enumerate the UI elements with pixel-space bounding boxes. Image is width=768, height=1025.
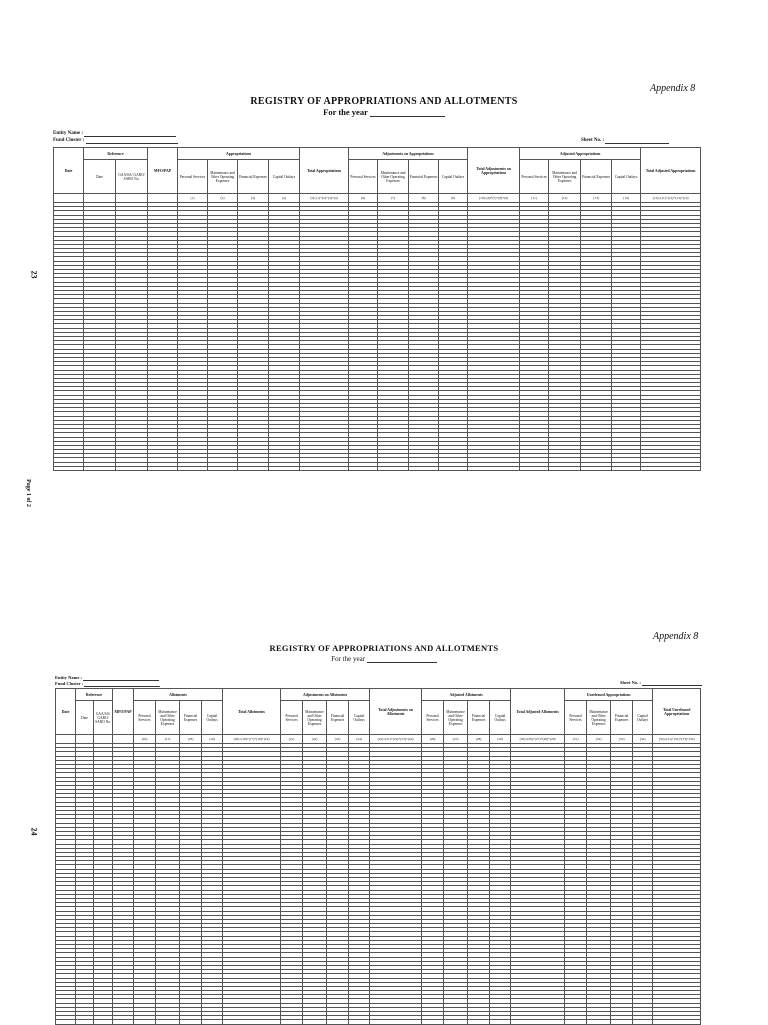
entry-cell[interactable] — [223, 1020, 281, 1024]
adjustments-header: Adjustments on Allotments — [281, 689, 370, 701]
unreleased-header: Unreleased Appropriations — [565, 689, 653, 701]
column-number: (2) — [208, 194, 238, 203]
mooe-header: Maintenance and Other Operating Expenses — [156, 701, 180, 735]
co-header: Capital Outlays — [612, 160, 641, 194]
appropriations-header: Appropriations — [178, 148, 300, 160]
date-header: Date — [54, 148, 84, 194]
ps-header: Personal Services — [134, 701, 156, 735]
page-of-label: Page 1 of 2 — [24, 479, 31, 507]
sheet-no-line — [620, 680, 702, 686]
ref-doc-header: GAA/SA/ GARO/ SARO No. — [116, 160, 148, 194]
mooe-header: Maintenance and Other Operating Expenses — [378, 160, 409, 194]
column-number: (34) — [633, 735, 653, 744]
column-number: (15)=(11)+(12)+(13)+(14) — [641, 194, 701, 203]
column-number: (20)=(16)+(17)+(18)+(19) — [223, 735, 281, 744]
fe-header: Financial Expenses — [611, 701, 633, 735]
fe-header: Financial Expenses — [468, 701, 490, 735]
entry-cell[interactable] — [409, 466, 439, 470]
column-number: (35)=(31)+(32)+(33)+(34) — [653, 735, 701, 744]
column-number: (22) — [303, 735, 327, 744]
sheet-no-field[interactable] — [642, 681, 702, 686]
column-number-row — [56, 735, 701, 744]
entry-cell[interactable] — [327, 1020, 349, 1024]
mfo-pap-header: MFO/PAP — [148, 148, 178, 194]
entry-cell[interactable] — [468, 466, 520, 470]
ps-header: Personal Services — [422, 701, 444, 735]
column-number: (8) — [409, 194, 439, 203]
column-number — [116, 194, 148, 203]
entry-cell[interactable] — [511, 1020, 565, 1024]
column-number — [54, 194, 84, 203]
fe-header: Financial Expenses — [409, 160, 439, 194]
entry-cell[interactable] — [56, 1020, 76, 1024]
column-number: (14) — [612, 194, 641, 203]
column-number: (9) — [439, 194, 468, 203]
ps-header: Personal Services — [565, 701, 587, 735]
entry-cell[interactable] — [148, 466, 178, 470]
entry-cell[interactable] — [422, 1020, 444, 1024]
column-number — [76, 735, 94, 744]
co-header: Capital Outlays — [490, 701, 511, 735]
ref-date-header: Date — [76, 701, 94, 735]
column-number: (6) — [349, 194, 378, 203]
entry-cell[interactable] — [116, 466, 148, 470]
entry-cell[interactable] — [378, 466, 409, 470]
entry-cell[interactable] — [611, 1020, 633, 1024]
entry-cell[interactable] — [208, 466, 238, 470]
fe-header: Financial Expenses — [238, 160, 269, 194]
entry-cell[interactable] — [300, 466, 349, 470]
entry-cell[interactable] — [444, 1020, 468, 1024]
mooe-header: Maintenance and Other Operating Expenses — [587, 701, 611, 735]
ps-header: Personal Services — [281, 701, 303, 735]
mooe-header: Maintenance and Other Operating Expenses — [444, 701, 468, 735]
appendix-label: Appendix 8 — [650, 83, 696, 94]
column-number: (19) — [202, 735, 223, 744]
year-field[interactable] — [370, 112, 445, 117]
entry-cell[interactable] — [587, 1020, 611, 1024]
ref-doc-header: GAA/SA/ GARO/ SARO No. — [94, 701, 113, 735]
fe-header: Financial Expenses — [180, 701, 202, 735]
column-number — [113, 735, 134, 744]
reference-header: Reference — [76, 689, 113, 701]
entry-cell[interactable] — [633, 1020, 653, 1024]
fe-header: Financial Expenses — [327, 701, 349, 735]
column-number: (3) — [238, 194, 269, 203]
ps-header: Personal Services — [520, 160, 549, 194]
entry-cell[interactable] — [612, 466, 641, 470]
column-number: (23) — [327, 735, 349, 744]
registry-table — [53, 147, 701, 471]
column-number: (10)=(6)+(7)+(8)+(9) — [468, 194, 520, 203]
entry-cell[interactable] — [520, 466, 549, 470]
ref-date-header: Date — [84, 160, 116, 194]
entry-cell[interactable] — [180, 1020, 202, 1024]
appendix-label: Appendix 8 — [653, 631, 699, 642]
total-adjustments-header: Total Adjustments on Allotments — [370, 689, 422, 735]
column-number: (11) — [520, 194, 549, 203]
table-row — [54, 466, 701, 470]
entry-cell[interactable] — [490, 1020, 511, 1024]
fund-cluster-label: Fund Cluster : — [53, 138, 85, 143]
co-header: Capital Outlays — [633, 701, 653, 735]
entry-cell[interactable] — [565, 1020, 587, 1024]
column-number: (5)=(1)+(2)+(3)+(4) — [300, 194, 349, 203]
column-number: (4) — [269, 194, 300, 203]
column-number: (26) — [422, 735, 444, 744]
year-field[interactable] — [367, 658, 437, 663]
total-adjustments-header: Total Adjustments on Appropriations — [468, 148, 520, 194]
column-number — [148, 194, 178, 203]
entry-cell[interactable] — [76, 1020, 94, 1024]
column-number: (13) — [581, 194, 612, 203]
column-number: (32) — [587, 735, 611, 744]
entry-cell[interactable] — [349, 466, 378, 470]
adjustments-header: Adjustments on Appropriations — [349, 148, 468, 160]
column-number: (29) — [490, 735, 511, 744]
column-number: (30)=(26)+(27)+(28)+(29) — [511, 735, 565, 744]
year-line — [0, 107, 768, 117]
reference-header: Reference — [84, 148, 148, 160]
sheet-no-line — [581, 138, 669, 144]
ps-header: Personal Services — [178, 160, 208, 194]
total-appropriations-header: Total Appropriations — [300, 148, 349, 194]
year-label: For the year — [323, 107, 368, 117]
year-label: For the year — [331, 655, 366, 663]
sheet-no-label: Sheet No. : — [620, 680, 641, 685]
co-header: Capital Outlays — [202, 701, 223, 735]
ps-header: Personal Services — [349, 160, 378, 194]
column-number — [56, 735, 76, 744]
column-number: (16) — [134, 735, 156, 744]
entry-cell[interactable] — [281, 1020, 303, 1024]
entry-cell[interactable] — [156, 1020, 180, 1024]
column-number: (1) — [178, 194, 208, 203]
co-header: Capital Outlays — [269, 160, 300, 194]
co-header: Capital Outlays — [349, 701, 370, 735]
total-unreleased-header: Total Unreleased Appropriations — [653, 689, 701, 735]
column-number — [94, 735, 113, 744]
fund-cluster-line — [55, 681, 160, 687]
co-header: Capital Outlays — [439, 160, 468, 194]
entry-cell[interactable] — [349, 1020, 370, 1024]
entry-cell[interactable] — [84, 466, 116, 470]
mooe-header: Maintenance and Other Operating Expenses — [303, 701, 327, 735]
mooe-header: Maintenance and Other Operating Expenses — [549, 160, 581, 194]
fund-cluster-line — [53, 138, 178, 144]
column-number: (24) — [349, 735, 370, 744]
entry-cell[interactable] — [94, 1020, 113, 1024]
entry-cell[interactable] — [439, 466, 468, 470]
year-line — [0, 655, 768, 663]
page-number: 24 — [29, 827, 39, 836]
entry-cell[interactable] — [134, 1020, 156, 1024]
registry-table — [55, 688, 701, 1025]
column-number: (25)=(21)+(22)+(23)+(24) — [370, 735, 422, 744]
mfo-pap-header: MFO/PAP — [113, 689, 134, 735]
date-header: Date — [56, 689, 76, 735]
adjusted-allotments-header: Adjusted Allotments — [422, 689, 511, 701]
entry-cell[interactable] — [549, 466, 581, 470]
entry-cell[interactable] — [269, 466, 300, 470]
total-adjusted-header: Total Adjusted Allotments — [511, 689, 565, 735]
entity-name-label: Entity Name : — [53, 131, 83, 136]
page-title: REGISTRY OF APPROPRIATIONS AND ALLOTMENTS — [269, 643, 499, 653]
entry-cell[interactable] — [303, 1020, 327, 1024]
mooe-header: Maintenance and Other Operating Expenses — [208, 160, 238, 194]
entry-cell[interactable] — [202, 1020, 223, 1024]
column-number — [84, 194, 116, 203]
entry-cell[interactable] — [468, 1020, 490, 1024]
entry-cell[interactable] — [370, 1020, 422, 1024]
fe-header: Financial Expenses — [581, 160, 612, 194]
column-number: (21) — [281, 735, 303, 744]
column-number: (27) — [444, 735, 468, 744]
entry-cell[interactable] — [581, 466, 612, 470]
entry-cell[interactable] — [653, 1020, 701, 1024]
column-number: (28) — [468, 735, 490, 744]
total-adjusted-header: Total Adjusted Appropriations — [641, 148, 701, 194]
sheet-no-label: Sheet No. : — [581, 138, 605, 143]
column-number-row — [54, 194, 701, 203]
entry-cell[interactable] — [54, 466, 84, 470]
entry-cell[interactable] — [238, 466, 269, 470]
entity-name-line — [53, 131, 176, 137]
entity-name-field[interactable] — [84, 132, 176, 137]
column-number: (33) — [611, 735, 633, 744]
entry-cell[interactable] — [113, 1020, 134, 1024]
sheet-no-field[interactable] — [605, 139, 669, 144]
entry-cell[interactable] — [641, 466, 701, 470]
entity-name-label: Entity Name : — [55, 675, 82, 680]
column-number: (7) — [378, 194, 409, 203]
column-number: (17) — [156, 735, 180, 744]
table-row — [56, 1020, 701, 1024]
adjusted-appropriations-header: Adjusted Appropriations — [520, 148, 641, 160]
column-number: (18) — [180, 735, 202, 744]
total-allotments-header: Total Allotments — [223, 689, 281, 735]
entry-cell[interactable] — [178, 466, 208, 470]
page-number: 23 — [29, 270, 39, 279]
allotments-header: Allotments — [134, 689, 223, 701]
column-number: (31) — [565, 735, 587, 744]
column-number: (12) — [549, 194, 581, 203]
fund-cluster-field[interactable] — [86, 139, 178, 144]
fund-cluster-field[interactable] — [84, 682, 160, 687]
page-title: REGISTRY OF APPROPRIATIONS AND ALLOTMENTS — [250, 96, 518, 107]
fund-cluster-label: Fund Cluster : — [55, 681, 84, 686]
